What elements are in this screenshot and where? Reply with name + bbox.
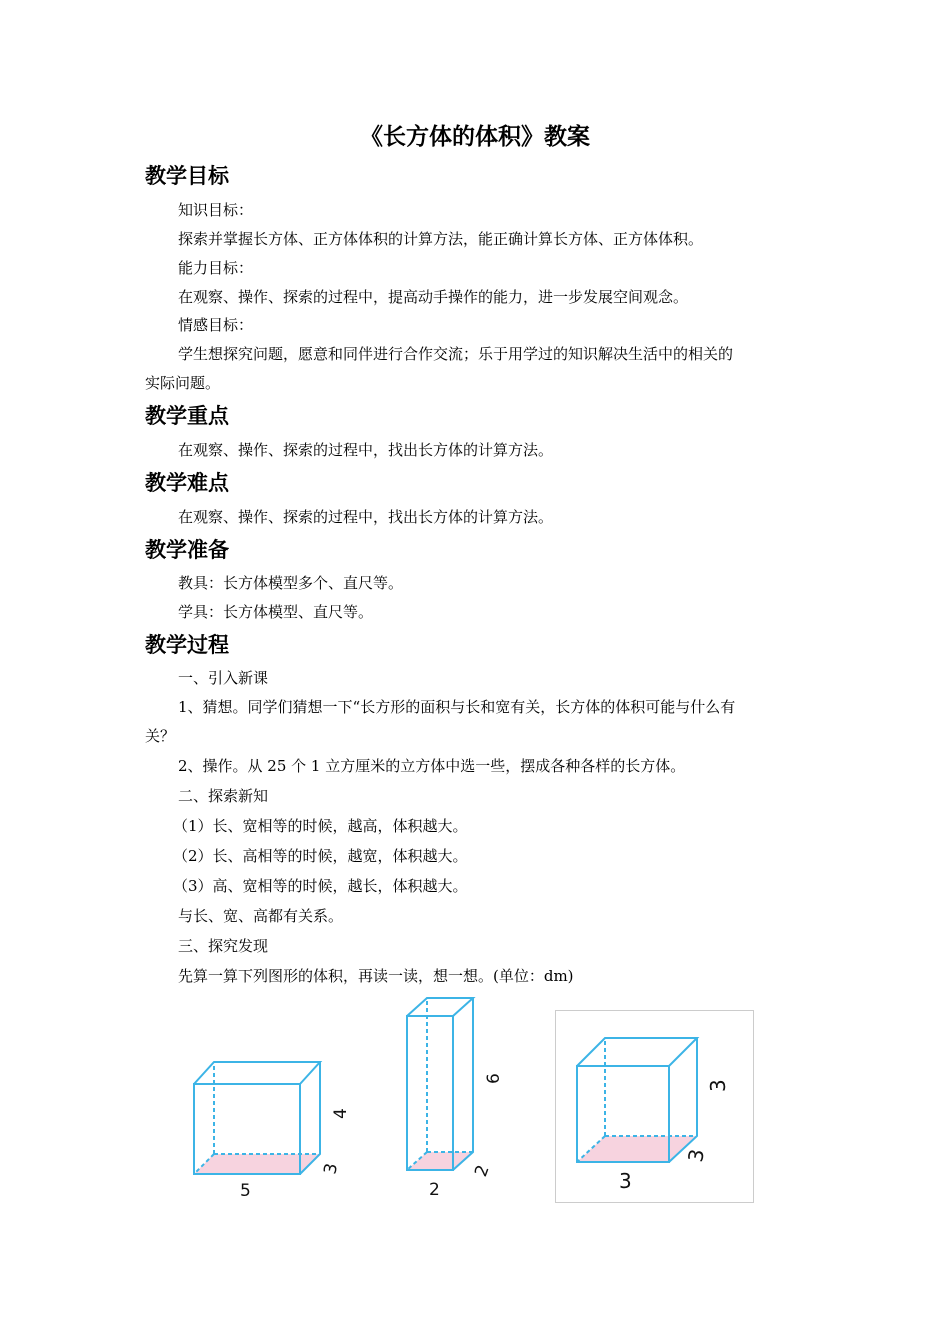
- knowledge-text: 探索并掌握长方体、正方体体积的计算方法，能正确计算长方体、正方体体积。: [178, 230, 704, 248]
- ability-text: 在观察、操作、探索的过程中，提高动手操作的能力，进一步发展空间观念。: [178, 288, 689, 306]
- conclusion: 与长、宽、高都有关系。: [178, 907, 344, 925]
- cube-3-length-label: 3: [619, 1169, 632, 1193]
- emotion-text-2: 实际问题。: [145, 374, 221, 392]
- preparation-heading: 教学准备: [145, 538, 229, 562]
- difficulties-text: 在观察、操作、探索的过程中，找出长方体的计算方法。: [178, 508, 554, 526]
- finding-1: （1）长、宽相等的时候，越高，体积越大。: [173, 817, 468, 835]
- objectives-heading: 教学目标: [145, 164, 229, 188]
- emotion-label: 情感目标：: [178, 316, 254, 334]
- key-points-heading: 教学重点: [145, 404, 229, 428]
- item1-line1: 1、猜想。同学们猜想一下“长方形的面积与长和宽有关，长方体的体积可能与什么有: [178, 698, 736, 716]
- cube-3-width-label: 3: [683, 1147, 710, 1164]
- part2-title: 二、探索新知: [178, 787, 269, 805]
- cuboid-2-height-label: 6: [484, 1073, 504, 1084]
- part1-title: 一、引入新课: [178, 669, 269, 687]
- student-tools: 学具：长方体模型、直尺等。: [178, 603, 374, 621]
- document-title: 《长方体的体积》教案: [360, 124, 590, 150]
- part3-title: 三、探究发现: [178, 937, 269, 955]
- cuboid-1-base: [194, 1154, 320, 1174]
- cuboid-1-height-label: 4: [331, 1108, 351, 1119]
- cuboid-2-width-label: 2: [471, 1162, 494, 1180]
- ability-label: 能力目标：: [178, 259, 254, 277]
- teacher-tools: 教具：长方体模型多个、直尺等。: [178, 574, 404, 592]
- cube-3-frame: [556, 1011, 754, 1203]
- cube-figure-3: [555, 1010, 755, 1204]
- cuboid-2-length-label: 2: [429, 1180, 440, 1200]
- cube-3-height-label: 3: [706, 1079, 730, 1092]
- process-heading: 教学过程: [145, 633, 229, 657]
- knowledge-label: 知识目标：: [178, 201, 254, 219]
- cuboid-1-width-label: 3: [320, 1161, 343, 1176]
- finding-3: （3）高、宽相等的时候，越长，体积越大。: [173, 877, 468, 895]
- instruction: 先算一算下列图形的体积，再读一读，想一想。(单位：dm): [178, 967, 574, 985]
- item2: 2、操作。从 25 个 1 立方厘米的立方体中选一些，摆成各种各样的长方体。: [178, 757, 686, 775]
- item1-line2: 关？: [145, 727, 176, 745]
- cuboid-1-length-label: 5: [240, 1181, 251, 1201]
- emotion-text-1: 学生想探究问题，愿意和同伴进行合作交流；乐于用学过的知识解决生活中的相关的: [178, 345, 734, 363]
- difficulties-heading: 教学难点: [145, 471, 229, 495]
- key-points-text: 在观察、操作、探索的过程中，找出长方体的计算方法。: [178, 441, 554, 459]
- cuboid-figure-1: [180, 1050, 355, 1205]
- cuboid-figure-2: [395, 990, 505, 1205]
- finding-2: （2）长、高相等的时候，越宽，体积越大。: [173, 847, 468, 865]
